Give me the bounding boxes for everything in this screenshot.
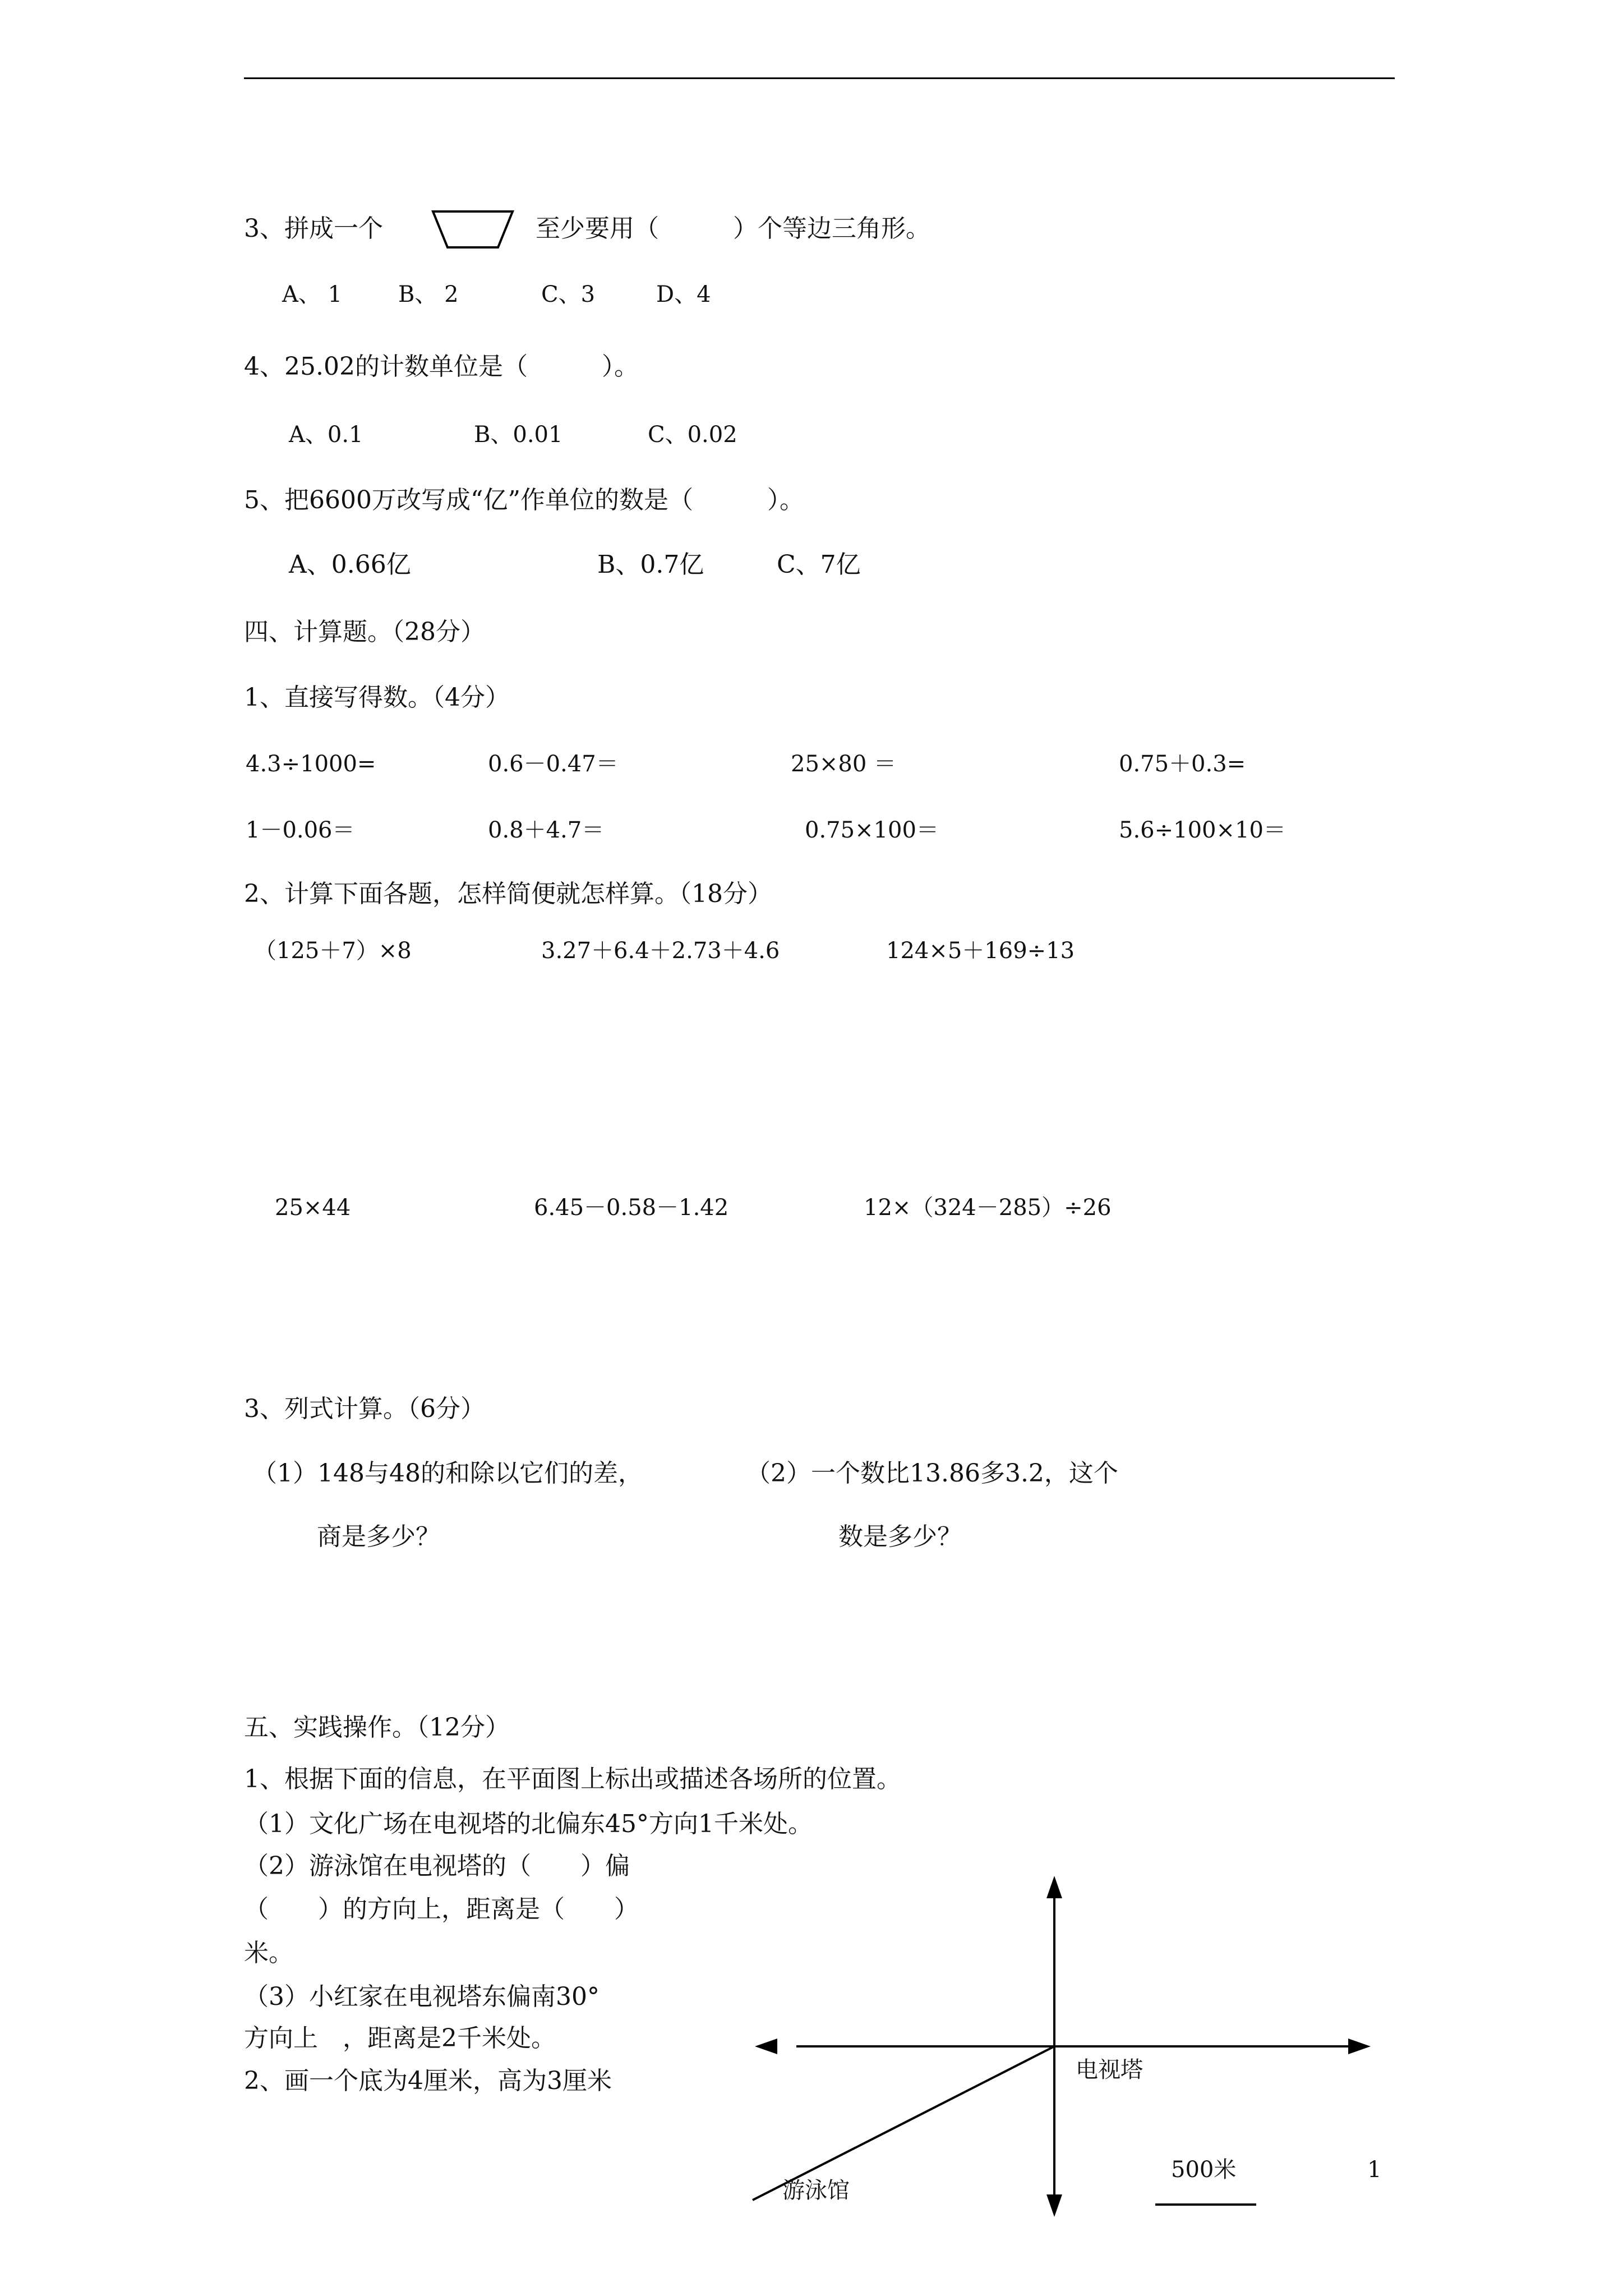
calc3-problem2: （2）一个数比13.86多3.2，这个 [746, 1459, 1118, 1488]
calc1-item: 0.6－0.47＝ [488, 751, 619, 777]
q3-option-a: A、 1 [282, 282, 343, 307]
calc3-problem1-cont: 商是多少？ [317, 1522, 440, 1551]
q3-suffix: 至少要用（ ）个等边三角形。 [536, 214, 930, 243]
calc1-item: 5.6÷100×10＝ [1119, 817, 1286, 843]
calc2-item: 3.27＋6.4＋2.73＋4.6 [541, 938, 780, 964]
q4-option-c: C、0.02 [648, 422, 737, 448]
section5-q2: 2、画一个底为4厘米，高为3厘米 [244, 2067, 612, 2095]
pool-label: 游泳馆 [782, 2178, 850, 2203]
calc2-item: （125＋7）×8 [254, 938, 412, 964]
calc1-item: 25×80 ＝ [791, 751, 897, 777]
section5-line: （ ）的方向上，距离是（ ） [244, 1895, 639, 1924]
q3-option-c: C、3 [541, 282, 596, 307]
calc2-item: 6.45－0.58－1.42 [534, 1195, 729, 1221]
calc3-problem1: （1）148与48的和除以它们的差， [252, 1459, 643, 1488]
calc2-item: 25×44 [275, 1195, 351, 1221]
section5-line: （2）游泳馆在电视塔的（ ）偏 [244, 1852, 630, 1880]
q4-text: 4、25.02的计数单位是（ ）。 [244, 352, 639, 381]
direction-map [751, 1874, 1374, 2221]
calc1-title: 1、直接写得数。（4分） [244, 683, 510, 712]
north-arrowhead [1046, 1876, 1062, 1898]
page-number: 1 [1367, 2157, 1382, 2183]
calc1-item: 0.8＋4.7＝ [488, 817, 605, 843]
south-arrowhead [1046, 2194, 1062, 2217]
q3-option-d: D、4 [656, 282, 711, 307]
calc3-problem2-cont: 数是多少？ [838, 1522, 962, 1551]
q3-prefix: 3、拼成一个 [244, 214, 383, 243]
q5-option-a: A、0.66亿 [289, 550, 411, 579]
trapezoid-figure [431, 209, 515, 250]
pool-direction-line [753, 2046, 1054, 2203]
tower-label: 电视塔 [1076, 2057, 1143, 2083]
calc2-item: 12×（324－285）÷26 [864, 1195, 1112, 1221]
section5-title: 五、实践操作。（12分） [244, 1713, 510, 1742]
section5-q1: 1、根据下面的信息，在平面图上标出或描述各场所的位置。 [244, 1765, 901, 1793]
calc1-item: 4.3÷1000= [246, 751, 376, 777]
calc1-item: 1－0.06＝ [246, 817, 355, 843]
q3-option-b: B、 2 [398, 282, 459, 307]
east-arrowhead [1348, 2039, 1371, 2054]
section5-line: （1）文化广场在电视塔的北偏东45°方向1千米处。 [244, 1810, 813, 1838]
calc1-item: 0.75×100＝ [805, 817, 939, 843]
section5-line: 方向上 ，距离是2千米处。 [244, 2024, 556, 2053]
west-arrowhead [755, 2039, 777, 2054]
scale-label: 500米 [1171, 2157, 1237, 2183]
section4-title: 四、计算题。（28分） [244, 618, 485, 646]
calc3-title: 3、列式计算。（6分） [244, 1395, 485, 1423]
calc1-item: 0.75＋0.3= [1119, 751, 1246, 777]
section5-line: 米。 [244, 1939, 293, 1967]
section5-line: （3）小红家在电视塔东偏南30° [244, 1982, 600, 2011]
q4-option-b: B、0.01 [474, 422, 563, 448]
q5-text: 5、把6600万改写成“亿”作单位的数是（ ）。 [244, 486, 804, 514]
q5-option-b: B、0.7亿 [597, 550, 704, 579]
q4-option-a: A、0.1 [289, 422, 363, 448]
header-rule [244, 77, 1395, 79]
q5-option-c: C、7亿 [777, 550, 861, 579]
calc2-item: 124×5＋169÷13 [886, 938, 1075, 964]
calc2-title: 2、计算下面各题，怎样简便就怎样算。（18分） [244, 880, 772, 908]
